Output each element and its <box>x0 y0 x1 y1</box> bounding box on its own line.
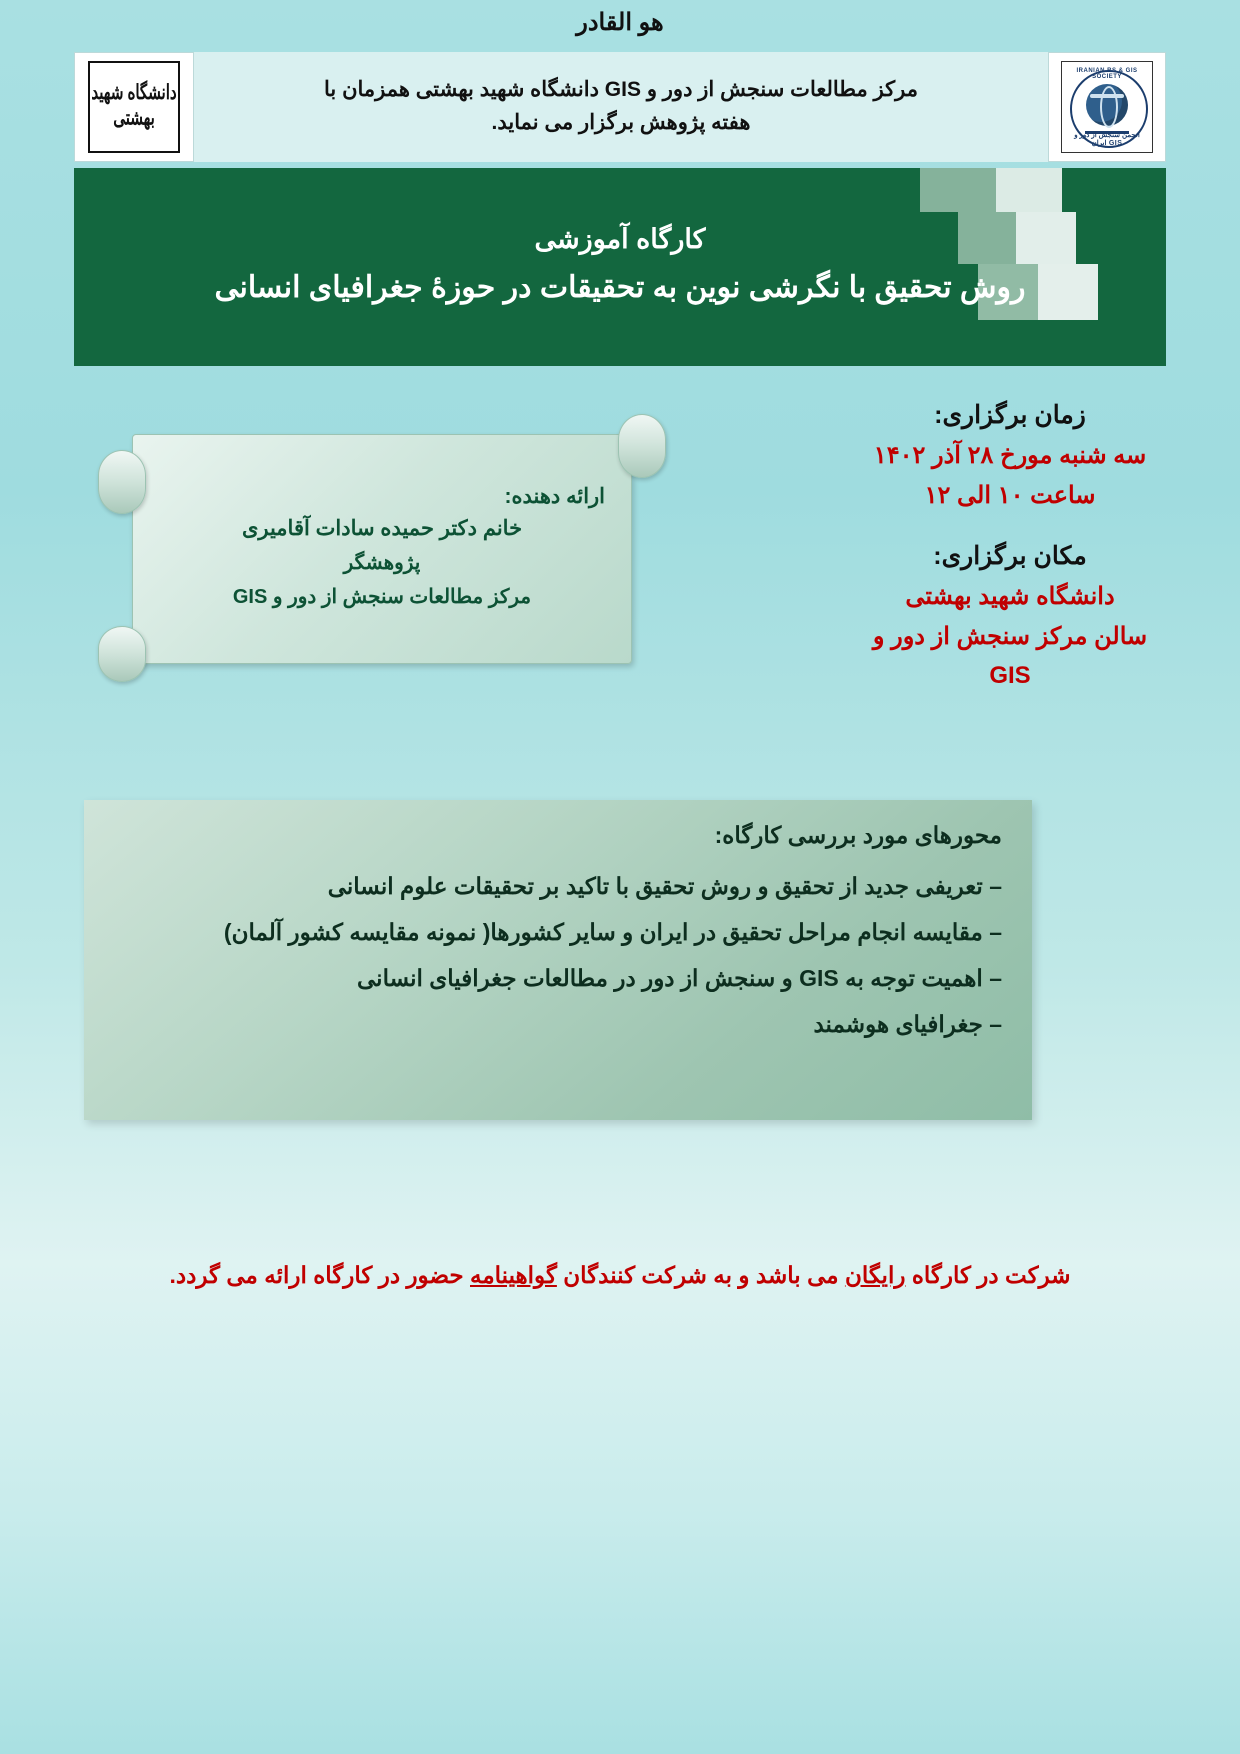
topics-box <box>84 800 1032 1120</box>
footer-part-1: شرکت در کارگاه <box>905 1262 1071 1288</box>
header-line-1: مرکز مطالعات سنجش از دور و GIS دانشگاه شهید بهشتی همزمان با <box>324 78 918 102</box>
footer-part-3: حضور در کارگاه ارائه می گردد. <box>169 1262 470 1288</box>
presenter-name: خانم دکتر حمیده سادات آقامیری <box>241 516 523 540</box>
title-text-wrap <box>74 168 1166 366</box>
scroll-curl-top-left <box>98 450 146 514</box>
place-line-2: سالن مرکز سنجش از دور و GIS <box>872 622 1148 690</box>
globe-icon <box>1086 84 1128 126</box>
time-label: زمان برگزاری: <box>934 401 1086 429</box>
scroll-curl-bottom-left <box>98 626 146 682</box>
workshop-kicker: کارگاه آموزشی <box>534 224 706 254</box>
presenter-organization: مرکز مطالعات سنجش از دور و GIS <box>232 586 532 609</box>
university-logo-box <box>74 52 194 162</box>
rs-gis-society-logo-icon <box>1061 61 1153 153</box>
society-logo-bottom-label: انجمن سنجش از دور و GIS ایران <box>1074 132 1140 147</box>
place-label: مکان برگزاری: <box>933 542 1087 571</box>
society-logo-top-label: IRANIAN RS & GIS SOCIETY <box>1076 68 1138 80</box>
list-item: – تعریفی جدید از تحقیق و روش تحقیق با تاکید بر تحقیقات علوم انسانی <box>327 873 1002 899</box>
topics-heading: محورهای مورد بررسی کارگاه: <box>714 822 1002 848</box>
footer-note <box>0 1262 1240 1289</box>
footer-part-2: می باشد و به شرکت کنندگان <box>556 1262 845 1288</box>
presenter-content <box>133 435 631 663</box>
list-item: – جغرافیای هوشمند <box>813 1011 1002 1037</box>
presenter-panel <box>96 412 668 682</box>
list-item: – اهمیت توجه به GIS و سنجش از دور در مطالعات جغرافیای انسانی <box>357 965 1002 991</box>
spacer <box>850 515 1170 541</box>
presenter-role: پژوهشگر <box>343 552 421 575</box>
footer-certificate-word: گواهینامه <box>470 1262 557 1288</box>
event-info <box>850 400 1170 696</box>
presenter-label: ارائه دهنده: <box>504 484 605 508</box>
topics-list <box>114 863 1002 1047</box>
time-hours: ساعت ۱۰ الی ۱۲ <box>924 481 1096 509</box>
scroll-curl-top-right <box>618 414 666 478</box>
scroll-body <box>132 434 632 664</box>
invocation-text: هو القادر <box>576 9 664 36</box>
header-band <box>74 52 1166 162</box>
page-title: روش تحقیق با نگرشی نوین به تحقیقات در حوزۀ جغرافیای انسانی <box>214 271 1026 304</box>
footer-free-word: رایگان <box>844 1262 906 1288</box>
society-logo-box <box>1048 52 1166 162</box>
university-logo-label: دانشگاه شهید بهشتی <box>91 81 177 130</box>
list-item: – مقایسه انجام مراحل تحقیق در ایران و سایر کشورها( نمونه مقایسه کشور آلمان) <box>223 919 1002 945</box>
shahid-beheshti-university-logo-icon <box>88 61 180 153</box>
time-date: سه شنبه مورخ ۲۸ آذر ۱۴۰۲ <box>873 442 1147 469</box>
header-line-2: هفته پژوهش برگزار می نماید. <box>491 111 751 134</box>
workshop-title-block <box>74 168 1166 366</box>
place-line-1: دانشگاه شهید بهشتی <box>905 583 1115 611</box>
header-text <box>194 52 1048 162</box>
